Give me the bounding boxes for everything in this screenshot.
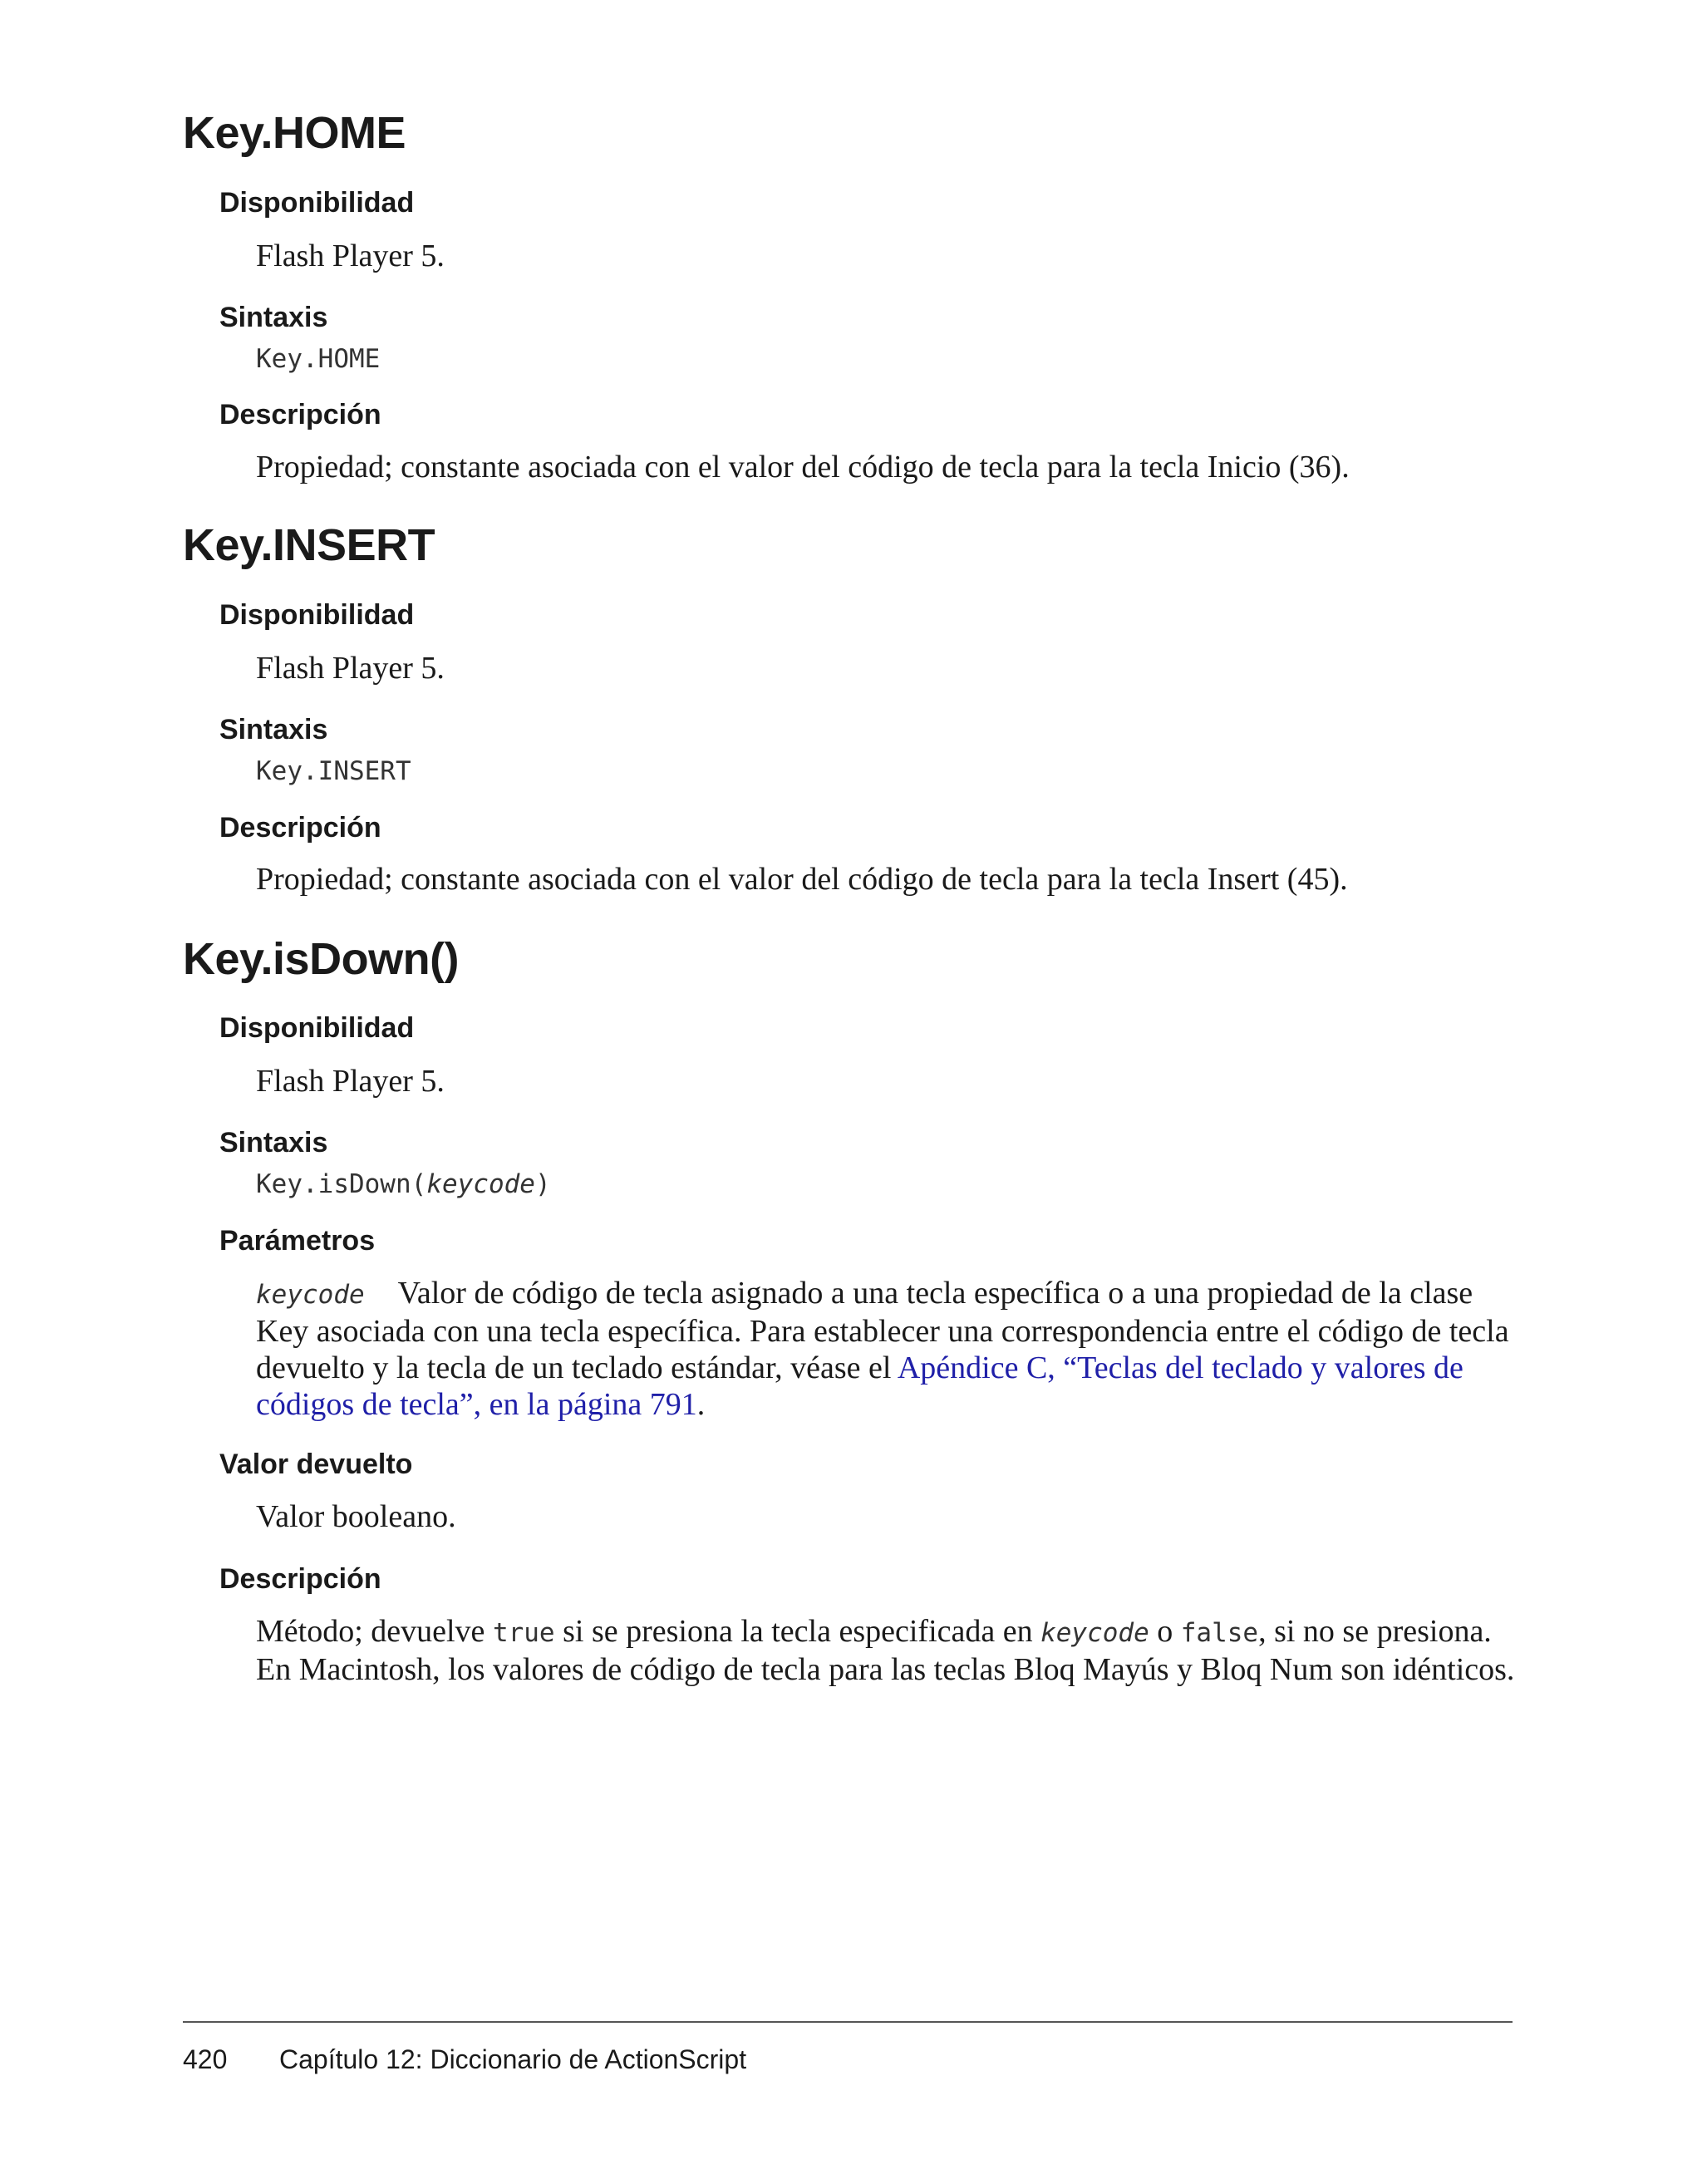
description-label: Descripción	[219, 399, 381, 430]
syntax-label: Sintaxis	[219, 714, 328, 745]
code-keycode: keycode	[1040, 1618, 1149, 1648]
availability-label: Disponibilidad	[219, 187, 415, 219]
page-number: 420	[183, 2044, 228, 2074]
syntax-param: keycode	[426, 1169, 535, 1199]
parameters-label: Parámetros	[219, 1225, 376, 1257]
description-text: Propiedad; constante asociada con el valor del código de tecla para la tecla Insert (45).	[256, 862, 1348, 897]
desc-part: Método; devuelve	[256, 1614, 493, 1649]
syntax-prefix: Key.isDown(	[256, 1169, 427, 1199]
returns-text: Valor booleano.	[256, 1499, 456, 1534]
parameter-description	[256, 1275, 1519, 1423]
description-text	[256, 1613, 1519, 1688]
desc-part: o	[1149, 1614, 1181, 1649]
desc-part: , si no se presiona. En Macintosh, los valores de código de tecla para las teclas Bloq Mayús y Bloq Num son idénticos.	[256, 1614, 1515, 1687]
availability-label: Disponibilidad	[219, 599, 415, 631]
availability-text: Flash Player 5.	[256, 1064, 445, 1099]
code-true: true	[492, 1618, 555, 1648]
syntax-code: Key.HOME	[256, 344, 381, 374]
footer-divider	[183, 2021, 1513, 2023]
availability-text: Flash Player 5.	[256, 239, 445, 273]
availability-label: Disponibilidad	[219, 1012, 415, 1044]
entry-title: Key.INSERT	[183, 520, 435, 570]
entry-title: Key.HOME	[183, 108, 406, 158]
parameter-name: keycode	[256, 1280, 365, 1310]
availability-text: Flash Player 5.	[256, 651, 445, 686]
syntax-code	[256, 1168, 551, 1201]
syntax-label: Sintaxis	[219, 1127, 328, 1158]
returns-label: Valor devuelto	[219, 1449, 413, 1480]
parameter-text-end: .	[696, 1387, 706, 1422]
syntax-code: Key.INSERT	[256, 756, 411, 786]
parameter-text: Valor de código de tecla asignado a una tecla específica o a una propiedad de la clase Key asociada con una tecla específica. Para establecer una correspondencia entre el código de tecla devuelto y la tecla de un teclado estándar, véase el	[256, 1276, 1509, 1385]
chapter-title: Capítulo 12: Diccionario de ActionScript	[279, 2044, 747, 2074]
desc-part: si se presiona la tecla especificada en	[554, 1614, 1041, 1649]
code-false: false	[1180, 1618, 1259, 1648]
syntax-suffix: )	[534, 1169, 551, 1199]
syntax-label: Sintaxis	[219, 302, 328, 333]
entry-title: Key.isDown()	[183, 934, 460, 984]
description-text: Propiedad; constante asociada con el valor del código de tecla para la tecla Inicio (36).	[256, 450, 1350, 485]
description-label: Descripción	[219, 1563, 381, 1595]
description-label: Descripción	[219, 812, 381, 844]
appendix-c-link[interactable]: Apéndice C, “Teclas del teclado y valores de códigos de tecla”, en la página 791	[256, 1350, 1463, 1422]
